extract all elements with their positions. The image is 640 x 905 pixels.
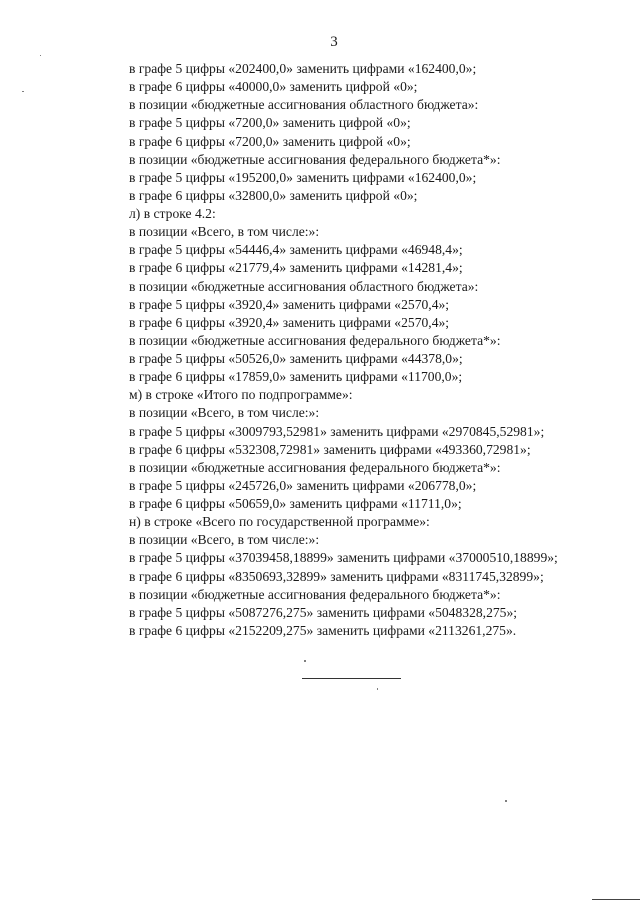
page-number: 3 bbox=[330, 34, 338, 50]
amendment-line: в графе 5 цифры «202400,0» заменить цифрами «162400,0»; bbox=[129, 61, 477, 76]
scan-speck bbox=[22, 91, 24, 92]
amendment-line: в графе 5 цифры «5087276,275» заменить цифрами «5048328,275»; bbox=[129, 604, 518, 620]
amendment-line: в позиции «бюджетные ассигнования федерального бюджета*»: bbox=[129, 586, 501, 602]
amendment-line: в графе 5 цифры «3009793,52981» заменить цифрами «2970845,52981»; bbox=[129, 423, 545, 439]
amendment-line: в графе 5 цифры «7200,0» заменить цифрой «0»; bbox=[129, 115, 411, 131]
amendment-line: в графе 6 цифры «7200,0» заменить цифрой «0»; bbox=[129, 133, 411, 149]
amendment-line: в позиции «бюджетные ассигнования областного бюджета»: bbox=[129, 97, 479, 113]
amendment-line: в графе 6 цифры «40000,0» заменить цифрой «0»; bbox=[129, 79, 418, 95]
amendment-line: в графе 6 цифры «17859,0» заменить цифрами «11700,0»; bbox=[129, 369, 463, 385]
amendment-line: н) в строке «Всего по государственной программе»: bbox=[129, 514, 430, 530]
amendment-line: в графе 5 цифры «195200,0» заменить цифрами «162400,0»; bbox=[129, 169, 477, 185]
amendment-line: в графе 6 цифры «8350693,32899» заменить цифрами «8311745,32899»; bbox=[129, 568, 544, 584]
amendment-line: в графе 6 цифры «2152209,275» заменить цифрами «2113261,275». bbox=[129, 622, 517, 638]
amendment-line: в графе 6 цифры «21779,4» заменить цифрами «14281,4»; bbox=[129, 260, 463, 276]
scan-speck bbox=[505, 800, 507, 802]
amendment-line: в позиции «Всего, в том числе:»: bbox=[129, 405, 320, 421]
amendment-line: в графе 6 цифры «532308,72981» заменить цифрами «493360,72981»; bbox=[129, 441, 531, 457]
scan-speck bbox=[40, 55, 41, 56]
scan-speck bbox=[304, 660, 306, 662]
amendment-line: в графе 5 цифры «37039458,18899» заменить цифрами «37000510,18899»; bbox=[129, 550, 558, 566]
amendment-line: в позиции «бюджетные ассигнования федерального бюджета*»: bbox=[129, 332, 501, 348]
amendment-list bbox=[129, 60, 629, 640]
amendment-line: л) в строке 4.2: bbox=[129, 206, 216, 221]
scan-speck bbox=[377, 688, 378, 690]
scan-edge-mark bbox=[592, 899, 640, 900]
amendment-line: в графе 5 цифры «50526,0» заменить цифрами «44378,0»; bbox=[129, 351, 463, 366]
amendment-line: в графе 6 цифры «3920,4» заменить цифрами «2570,4»; bbox=[129, 314, 450, 330]
end-of-text-rule bbox=[302, 678, 401, 679]
amendment-line: в позиции «Всего, в том числе:»: bbox=[129, 224, 320, 240]
amendment-line: в позиции «бюджетные ассигнования областного бюджета»: bbox=[129, 278, 479, 294]
amendment-line: в графе 6 цифры «50659,0» заменить цифрами «11711,0»; bbox=[129, 496, 462, 511]
amendment-line: в графе 5 цифры «245726,0» заменить цифрами «206778,0»; bbox=[129, 477, 477, 493]
amendment-line: в позиции «бюджетные ассигнования федерального бюджета*»: bbox=[129, 459, 501, 475]
amendment-line: м) в строке «Итого по подпрограмме»: bbox=[129, 387, 353, 403]
amendment-line: в позиции «Всего, в том числе:»: bbox=[129, 532, 320, 548]
amendment-line: в графе 6 цифры «32800,0» заменить цифрой «0»; bbox=[129, 187, 418, 203]
amendment-line: в графе 5 цифры «54446,4» заменить цифрами «46948,4»; bbox=[129, 242, 463, 258]
amendment-line: в позиции «бюджетные ассигнования федерального бюджета*»: bbox=[129, 151, 501, 167]
amendment-line: в графе 5 цифры «3920,4» заменить цифрами «2570,4»; bbox=[129, 296, 450, 312]
